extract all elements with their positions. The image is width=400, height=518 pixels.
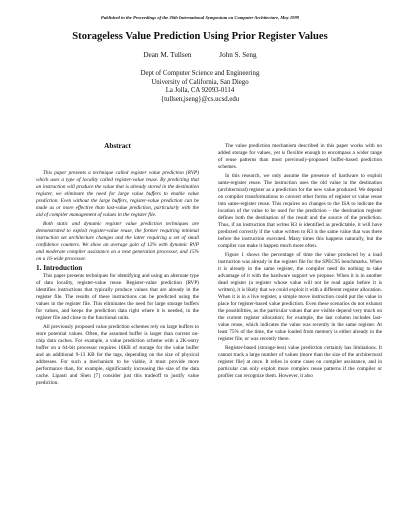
author: John S. Seng xyxy=(219,51,257,59)
author: Dean M. Tullsen xyxy=(143,51,192,59)
affiliation-line: Dept of Computer Science and Engineering xyxy=(140,70,260,77)
abstract-paragraph: Both static and dynamic register value prediction techniques are demonstrated to exploit register-value reuse, the former requiring minimal instruction set architecture changes and the latter requiring a set of small confidence counters. We show an average gain of 12% with dynamic RVP and moderate compiler assistance on a next generation processor, and 15% on a 16-wide processor. xyxy=(36,220,199,263)
body-paragraph: All previously proposed value prediction schemes rely on large buffers to store potential values. Often, the assumed buffer is larger than current on-chip data caches. For example, a value prediction scheme with a 2K-entry buffer on a 64-bit processor requires 16KB of storage for the value buffer and an additional 9-13 KB for the tags, depending on the size of physical addresses. For such a mechanism to be viable, it must provide more performance than, for example, significantly increasing the size of the data cache. Lipasti and Shen [7] consider just this tradeoff to justify value prediction. xyxy=(36,323,199,387)
body-paragraph: The value prediction mechanism described in this paper works with no added storage for values, yet is flexible enough to encompass a wider range of reuse patterns than most previously-proposed buffer-based prediction schemes. xyxy=(218,143,382,171)
body-paragraph: Register-based (storage-less) value prediction certainly has limitations. It cannot track a large number of values (more than the size of the architectural register file) at once. It relies in some cases on compiler assistance, and in particular can only exploit more complex reuse patterns if the compiler or profiler can recognize them. However, it also xyxy=(218,344,382,379)
paper-title: Storageless Value Prediction Using Prior Register Values xyxy=(72,31,328,42)
abstract-paragraph: This paper presents a technique called register value prediction (RVP) which uses a type of locality called register-value reuse. By predicting that an instruction will produce the value that is already stored in the destination register, we eliminate the need for large value buffers to enable value prediction. Even without the large buffers, register-value prediction can be made as or more effective than last-value prediction, particularly with the aid of compiler management of values in the register file. xyxy=(36,170,199,219)
affiliation-email: {tullsen,jseng}@cs.ucsd.edu xyxy=(160,95,240,103)
left-column xyxy=(36,170,199,387)
affiliation-line: University of California, San Diego xyxy=(151,78,249,86)
body-paragraph: This paper presents techniques for identifying and using an alternate type of data locality, register-value reuse. Register-value prediction (RVP) identifies instructions that typically produce values that are already in the register file. The results of these instructions can be predicted using the values in the register file. This eliminates the need for large storage buffers for values, and keeps the prediction data right where it is needed, in the register file and close to the functional units. xyxy=(36,273,199,322)
right-column xyxy=(218,143,382,380)
body-paragraph: In this research, we only assume the presence of hardware to exploit same-register reuse. The instruction uses the old value in the destination (architectural) register as a prediction for the new value produced. We depend on compiler transformations to convert other forms of register or value reuse into same-register reuse. This requires no changes to the ISA to indicate the location of the value to be used for the prediction – the destination register defines both the destination of the result and the source of the prediction. Thus, if an instruction that writes R3 is identified as predictable, it will have predicted correctly if the value written to R3 is the same value that was there before the instruction executed. Many times this happens naturally, but the compiler can make it happen much more often. xyxy=(218,172,382,250)
body-paragraph: Figure 1 shows the percentage of time the value produced by a load instruction was already in the register file for the SPEC95 benchmarks. When it is already in the same register, the compiler need do nothing to take advantage of it with the hardware support we propose. When it is in another dead register (a register whose value will not be read again before it is written), it is likely that we could exploit it with a different register allocation. When it is in a live register, a simple move instruction could put the value in place for register-based value prediction. Even these scenarios do not exhaust the possibilities, as the particular values that are visible depend very much on the current register allocation; for example, the last column includes last-value reuse, which indicates the value was recently in the same register. At least 75% of the time, the value loaded from memory is either already in the register file, or was recently there. xyxy=(218,251,382,343)
publication-note: Published in the Proceedings of the 26th International Symposium on Computer Architecture, May 1999 xyxy=(100,15,300,20)
author-list xyxy=(0,51,400,59)
section-heading-introduction: 1. Introduction xyxy=(36,263,83,272)
affiliation-block xyxy=(0,70,400,104)
affiliation-line: La Jolla, CA 92093-0114 xyxy=(165,87,235,95)
abstract-heading: Abstract xyxy=(104,142,131,150)
